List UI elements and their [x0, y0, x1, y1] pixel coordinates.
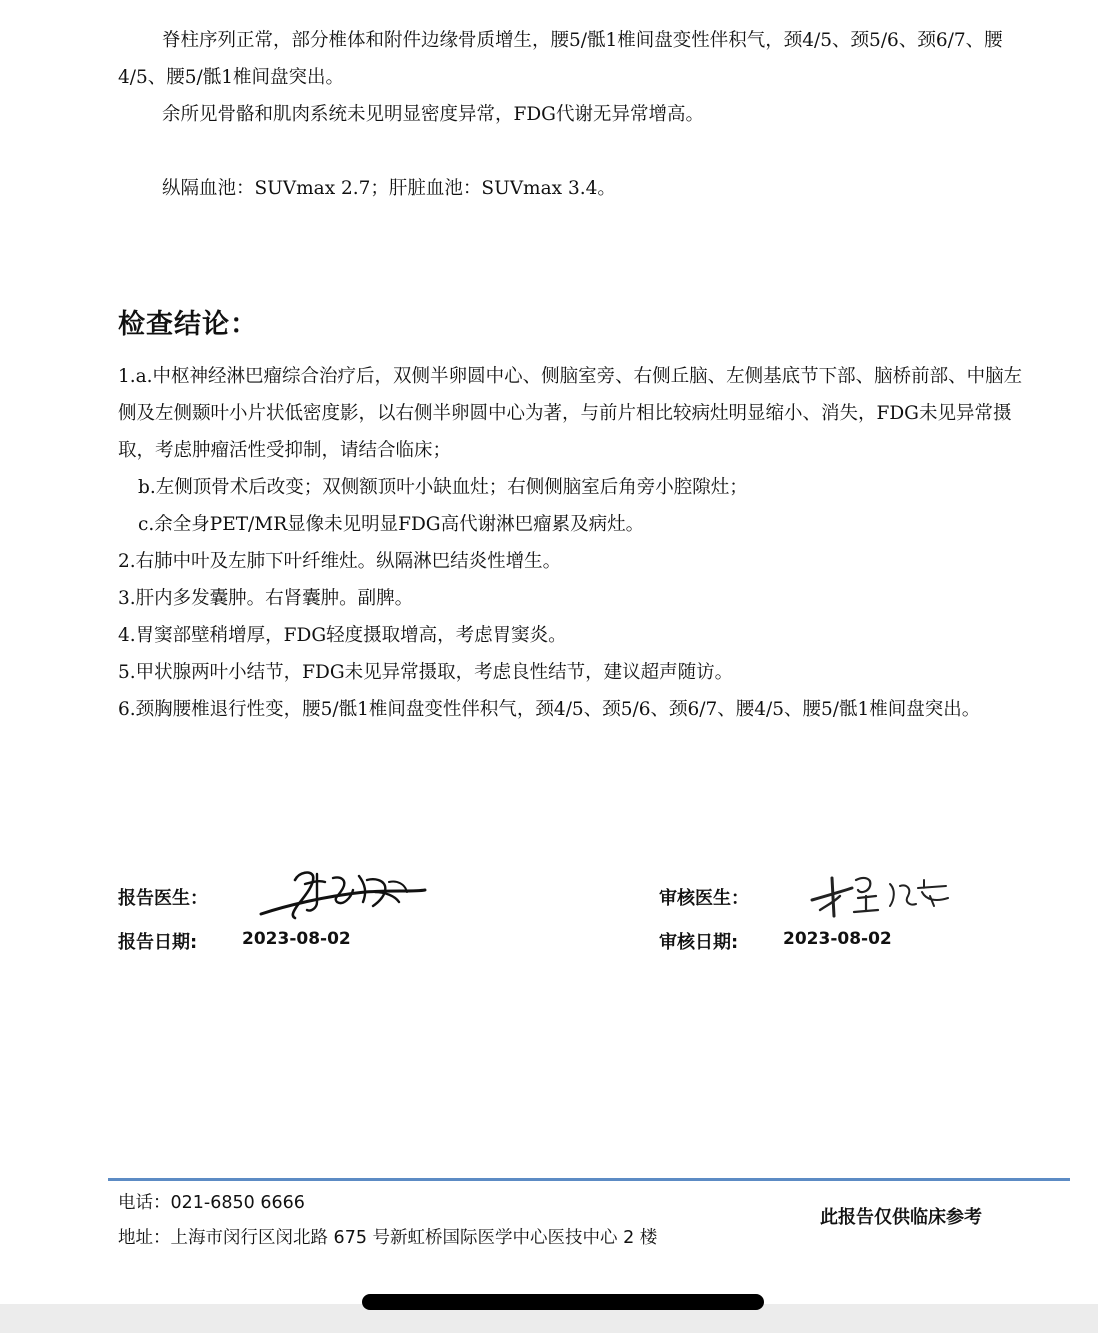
conclusion-item: 5.甲状腺两叶小结节，FDG未见异常摄取，考虑良性结节，建议超声随访。 [118, 662, 734, 683]
findings-section [118, 22, 1048, 207]
review-doctor-signature [806, 866, 956, 922]
conclusion-item: b.左侧顶骨术后改变；双侧额顶叶小缺血灶；右侧侧脑室后角旁小腔隙灶； [138, 477, 748, 498]
conclusion-list [118, 358, 1038, 728]
report-date-label: 报告日期: [118, 932, 198, 953]
footer-address: 地址：上海市闵行区闵北路 675 号新虹桥国际医学中心医技中心 2 楼 [118, 1228, 658, 1248]
review-doctor-label: 审核医生： [659, 888, 749, 909]
report-date: 2023-08-02 [242, 929, 351, 949]
conclusion-item: 4.胃窦部壁稍增厚，FDG轻度摄取增高，考虑胃窦炎。 [118, 625, 567, 646]
finding-spine: 脊柱序列正常，部分椎体和附件边缘骨质增生，腰5/骶1椎间盘变性伴积气，颈4/5、颈5/6、颈6/7、腰4/5、腰5/骶1椎间盘突出。 [118, 30, 1003, 88]
conclusion-item: 1.a.中枢神经淋巴瘤综合治疗后，双侧半卵圆中心、侧脑室旁、右侧丘脑、左侧基底节下部、脑桥前部、中脑左侧及左侧颞叶小片状低密度影，以右侧半卵圆中心为著，与前片相比较病灶明显缩小、消失，FDG未见异常摄取，考虑肿瘤活性受抑制，请结合临床； [118, 366, 1023, 461]
report-doctor-signature [255, 862, 430, 924]
footer-divider [108, 1178, 1070, 1181]
footer-phone: 电话：021-6850 6666 [118, 1193, 305, 1213]
finding-musculoskeletal: 余所见骨骼和肌肉系统未见明显密度异常，FDG代谢无异常增高。 [162, 104, 704, 125]
conclusion-item: 3.肝内多发囊肿。右肾囊肿。副脾。 [118, 588, 414, 609]
conclusion-title: 检查结论： [118, 309, 258, 340]
report-doctor-label: 报告医生： [118, 888, 208, 909]
finding-blood-pool: 纵隔血池：SUVmax 2.7；肝脏血池：SUVmax 3.4。 [162, 178, 616, 199]
home-indicator[interactable] [362, 1294, 764, 1310]
conclusion-item: 2.右肺中叶及左肺下叶纤维灶。纵隔淋巴结炎性增生。 [118, 551, 562, 572]
footer-note: 此报告仅供临床参考 [820, 1207, 982, 1228]
conclusion-item: 6.颈胸腰椎退行性变，腰5/骶1椎间盘变性伴积气，颈4/5、颈5/6、颈6/7、腰4/5、腰5/骶1椎间盘突出。 [118, 699, 981, 720]
review-date-label: 审核日期: [659, 932, 739, 953]
conclusion-item: c.余全身PET/MR显像未见明显FDG高代谢淋巴瘤累及病灶。 [138, 514, 645, 535]
review-signature-text [806, 866, 809, 867]
review-date: 2023-08-02 [783, 929, 892, 949]
